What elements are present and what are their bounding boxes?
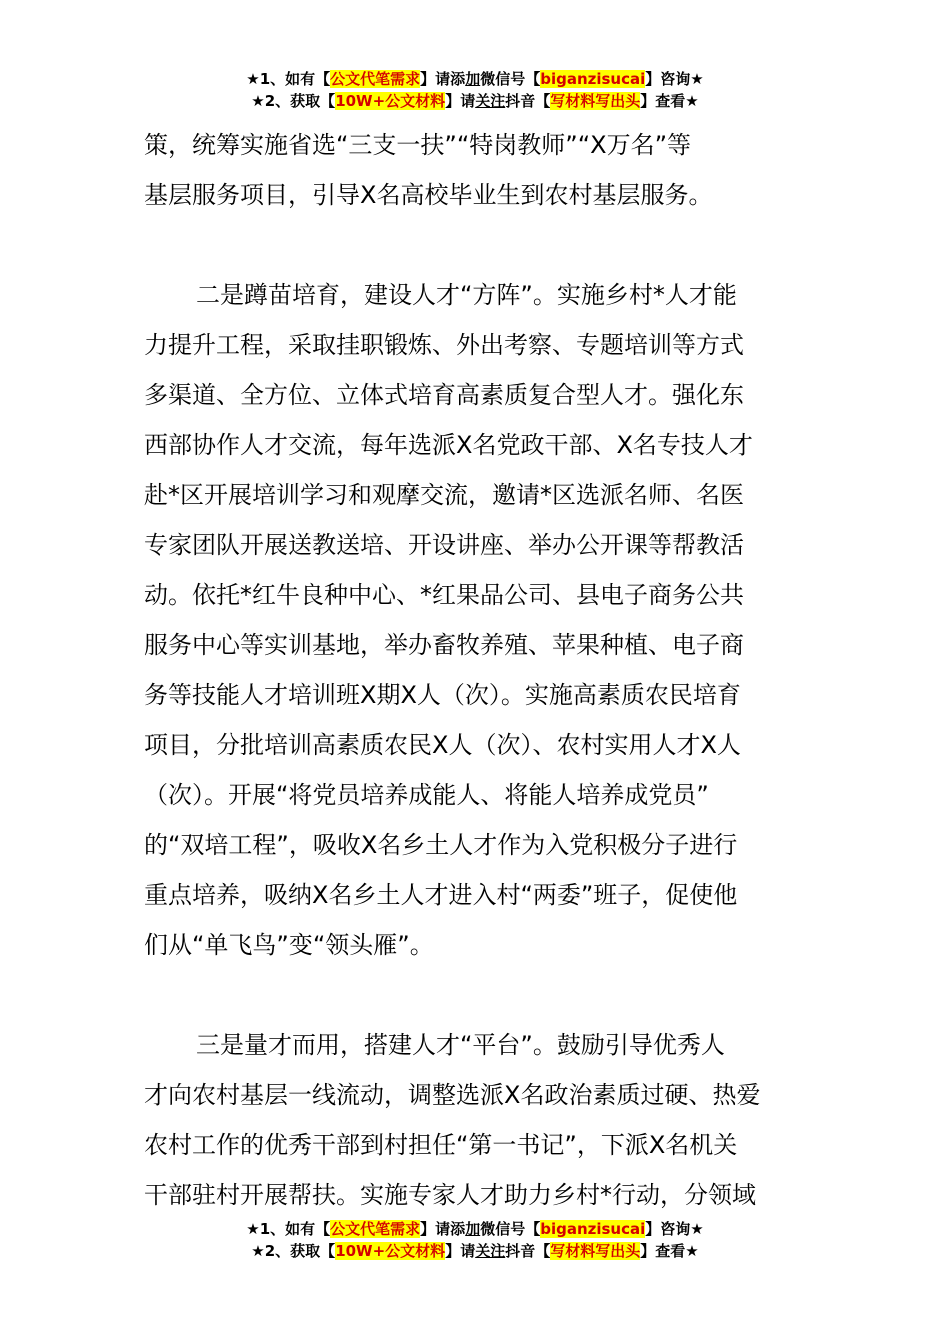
promo-text: 】咨询★ <box>645 70 704 88</box>
text-line: 服务中心等实训基地，举办畜牧养殖、苹果种植、电子商 <box>144 631 744 659</box>
text-line: 动。依托*红牛良种中心、*红果品公司、县电子商务公共 <box>144 581 744 609</box>
promo-text: 】咨询★ <box>645 1220 704 1238</box>
promo-text: 】查看★ <box>640 92 699 110</box>
text-line: 专家团队开展送教送培、开设讲座、举办公开课等帮教活 <box>144 531 744 559</box>
promo-text: ★1、如有【 <box>246 1220 331 1238</box>
document-body <box>144 120 810 1220</box>
text-line: 干部驻村开展帮扶。实施专家人才助力乡村*行动，分领域 <box>144 1181 756 1209</box>
text-line: 西部协作人才交流，每年选派X名党政干部、X名专技人才 <box>144 431 753 459</box>
promo-line-2 <box>0 90 950 112</box>
promo-line-2 <box>0 1240 950 1262</box>
promo-highlight-douyin: 写材料写出头 <box>550 92 641 110</box>
promo-highlight-wechat-id: biganzisucai <box>540 70 646 88</box>
promo-underlined: 加 <box>465 1220 481 1238</box>
promo-text: 】请添 <box>420 1220 466 1238</box>
text-line: （次）。开展“将党员培养成能人、将能人培养成党员” <box>144 781 709 809</box>
paragraph-1 <box>144 120 810 220</box>
promo-text: 抖音【 <box>505 1242 551 1260</box>
text-line: 们从“单飞鸟”变“领头雁”。 <box>144 931 434 959</box>
text-line: 项目，分批培训高素质农民X人（次）、农村实用人才X人 <box>144 731 741 759</box>
promo-text: 微信号【 <box>480 70 541 88</box>
promo-highlight: 10W+公文材料 <box>335 92 446 110</box>
paragraph-3 <box>144 1020 810 1220</box>
promo-line-1 <box>0 1218 950 1240</box>
text-line: 赴*区开展培训学习和观摩交流，邀请*区选派名师、名医 <box>144 481 744 509</box>
promo-highlight-wechat-id: biganzisucai <box>540 1220 646 1238</box>
promo-text: ★2、获取【 <box>251 1242 336 1260</box>
text-line: 力提升工程，采取挂职锻炼、外出考察、专题培训等方式 <box>144 331 744 359</box>
promo-underlined: 加 <box>465 70 481 88</box>
promo-text: ★2、获取【 <box>251 92 336 110</box>
text-line: 多渠道、全方位、立体式培育高素质复合型人才。强化东 <box>144 381 744 409</box>
promo-highlight: 公文代笔需求 <box>330 1220 421 1238</box>
paragraph-gap <box>144 220 810 270</box>
promo-underlined: 关注 <box>475 92 506 110</box>
promo-text: 抖音【 <box>505 92 551 110</box>
promo-underlined: 关注 <box>475 1242 506 1260</box>
promo-text: 】请添 <box>420 70 466 88</box>
promo-text: 】查看★ <box>640 1242 699 1260</box>
promo-text: 微信号【 <box>480 1220 541 1238</box>
promo-text: 】请 <box>445 92 476 110</box>
text-line: 务等技能人才培训班X期X人（次）。实施高素质农民培育 <box>144 681 741 709</box>
promo-line-1 <box>0 68 950 90</box>
text-line: 的“双培工程”，吸收X名乡土人才作为入党积极分子进行 <box>144 831 738 859</box>
text-line: 基层服务项目，引导X名高校毕业生到农村基层服务。 <box>144 181 713 209</box>
text-line: 才向农村基层一线流动，调整选派X名政治素质过硬、热爱 <box>144 1081 761 1109</box>
promo-text: 】请 <box>445 1242 476 1260</box>
promo-banner-bottom <box>0 1218 950 1262</box>
promo-highlight: 公文代笔需求 <box>330 70 421 88</box>
promo-highlight: 10W+公文材料 <box>335 1242 446 1260</box>
text-line: 三是量才而用，搭建人才“平台”。鼓励引导优秀人 <box>196 1031 725 1059</box>
text-line: 重点培养，吸纳X名乡土人才进入村“两委”班子，促使他 <box>144 881 738 909</box>
promo-highlight-douyin: 写材料写出头 <box>550 1242 641 1260</box>
promo-text: ★1、如有【 <box>246 70 331 88</box>
paragraph-gap <box>144 970 810 1020</box>
text-line: 策，统筹实施省选“三支一扶”“特岗教师”“X万名”等 <box>144 131 692 159</box>
text-line: 农村工作的优秀干部到村担任“第一书记”，下派X名机关 <box>144 1131 738 1159</box>
text-line: 二是蹲苗培育，建设人才“方阵”。实施乡村*人才能 <box>196 281 737 309</box>
promo-banner-top <box>0 68 950 112</box>
paragraph-2 <box>144 270 810 970</box>
